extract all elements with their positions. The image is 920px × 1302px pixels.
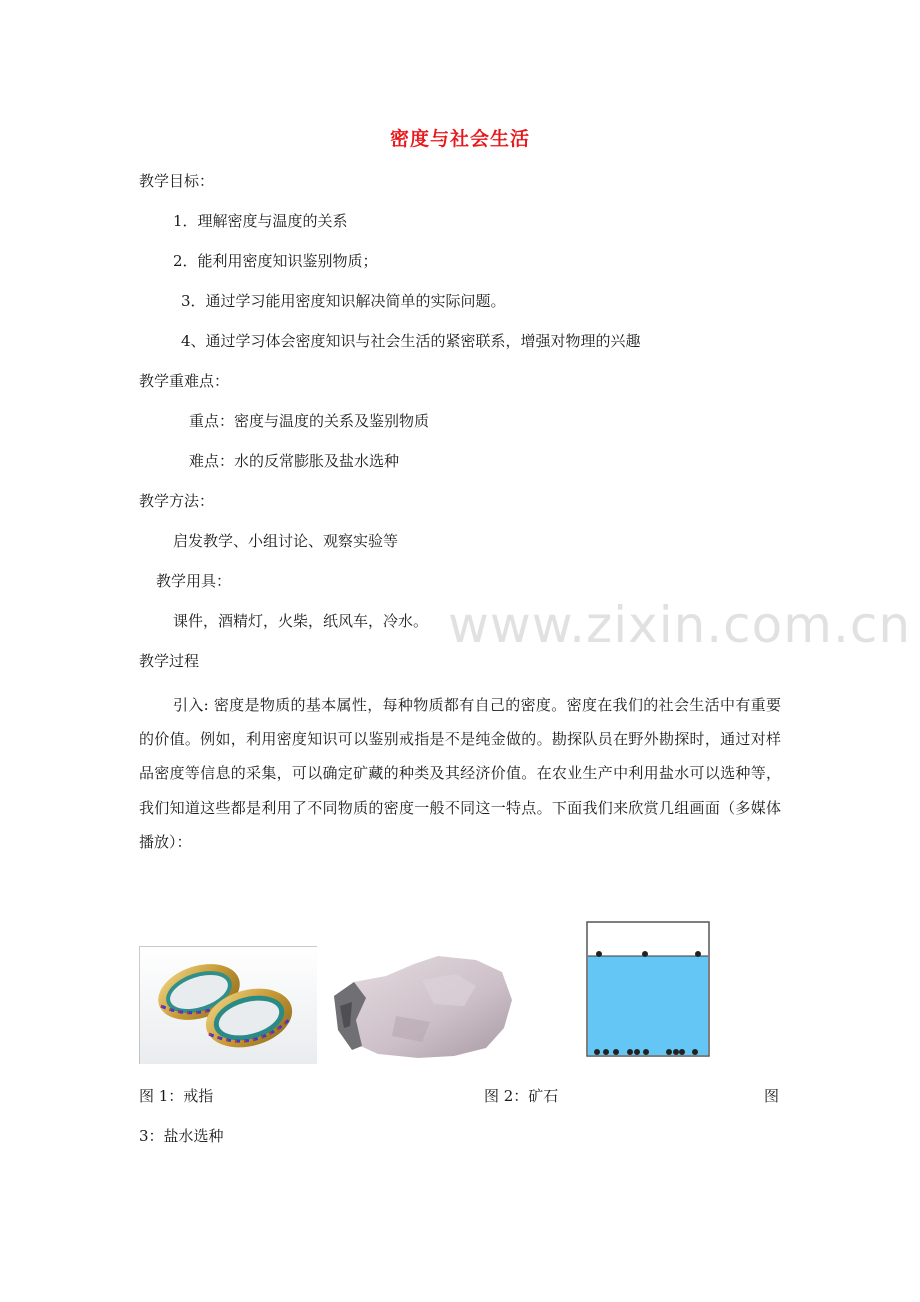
goal-item-4: 4、通过学习体会密度知识与社会生活的紧密联系，增强对物理的兴趣 — [181, 332, 641, 350]
key-points-heading: 教学重难点： — [139, 372, 230, 390]
ring-image — [139, 946, 317, 1064]
key-point: 重点：密度与温度的关系及鉴别物质 — [189, 412, 430, 430]
goal-item-3: 3．通过学习能用密度知识解决简单的实际问题。 — [181, 292, 506, 310]
figure-2-caption: 图 2：矿石 — [484, 1087, 559, 1105]
goals-heading: 教学目标： — [139, 172, 215, 190]
process-heading: 教学过程 — [139, 652, 200, 670]
goal-item-2: 2．能利用密度知识鉴别物质； — [173, 252, 378, 270]
ore-image — [326, 946, 516, 1064]
figure-1-caption: 图 1：戒指 — [139, 1087, 214, 1105]
goal-item-1: 1．理解密度与温度的关系 — [173, 212, 348, 230]
intro-paragraph: 引入: 密度是物质的基本属性，每种物质都有自己的密度。密度在我们的社会生活中有重要的价值。例如，利用密度知识可以鉴别戒指是不是纯金做的。勘探队员在野外勘探时，通过对样品密度等信息的采集，可以确定矿藏的种类及其经济价值。在农业生产中利用盐水可以选种等，我们知道这些都是利用了不同物质的密度一般不同这一特点。下面我们来欣赏几组画面（多媒体播放）： — [139, 696, 781, 851]
figure-3-caption-end: 3：盐水选种 — [139, 1127, 224, 1145]
tools-text: 课件，酒精灯，火柴，纸风车，冷水。 — [173, 612, 429, 630]
salt-water-image — [586, 921, 710, 1057]
method-text: 启发教学、小组讨论、观察实验等 — [173, 532, 399, 550]
tools-heading: 教学用具： — [156, 572, 232, 590]
difficult-point: 难点：水的反常膨胀及盐水选种 — [189, 452, 400, 470]
watermark: www.zixin.com.cn — [448, 596, 912, 654]
figure-3-caption-start: 图 — [764, 1087, 780, 1105]
document-title: 密度与社会生活 — [389, 128, 530, 150]
method-heading: 教学方法： — [139, 492, 215, 510]
